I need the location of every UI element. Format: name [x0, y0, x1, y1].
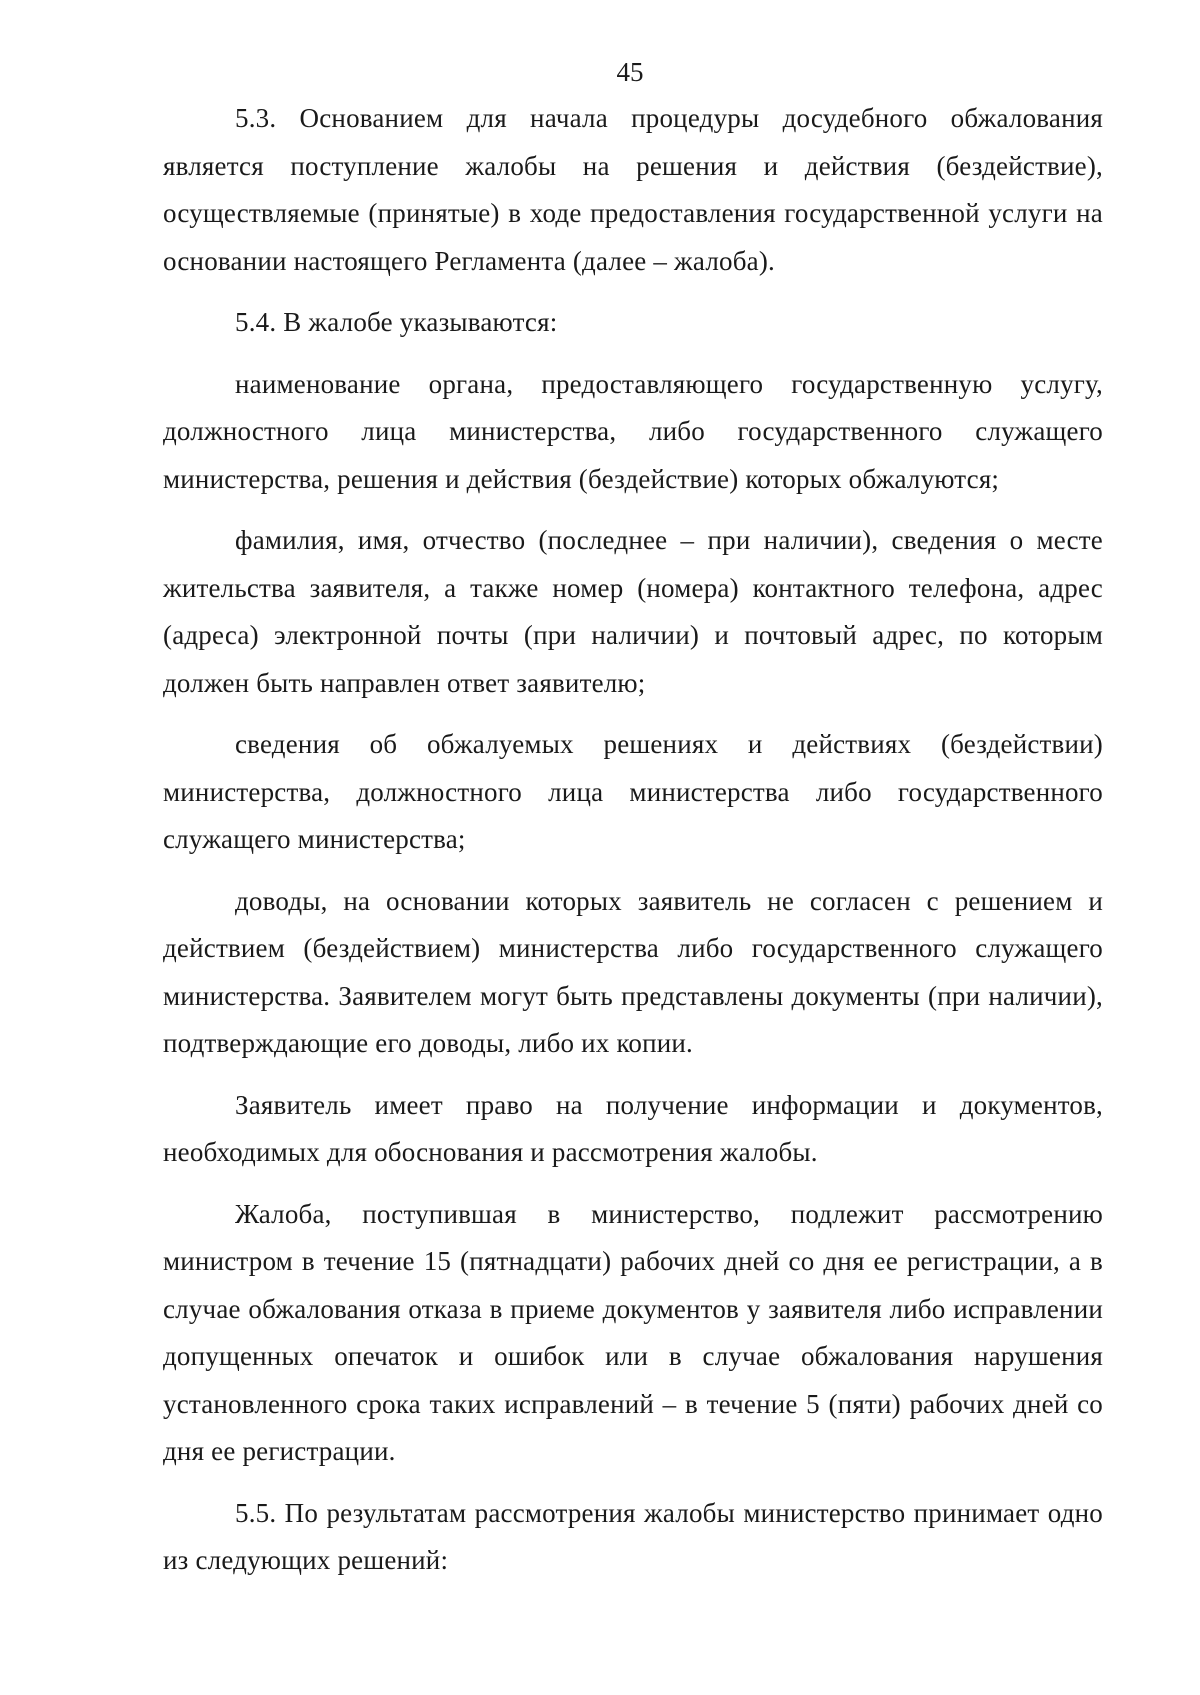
paragraph-5-4-intro: 5.4. В жалобе указываются:: [235, 307, 558, 337]
paragraph-appealed-decisions: сведения об обжалуемых решениях и действиях (бездействии) министерства, должностного лица министерства либо государственного служащего министерства;: [163, 729, 1103, 854]
paragraph-applicant-details: фамилия, имя, отчество (последнее – при наличии), сведения о месте жительства заявителя, а также номер (номера) контактного телефона, адрес (адреса) электронной почты (при наличии) и почтовый адрес, по которым должен быть направлен ответ заявителю;: [163, 525, 1103, 698]
document-body: [163, 95, 1103, 1599]
paragraph-authority-name: наименование органа, предоставляющего государственную услугу, должностного лица министерства, либо государственного служащего министерства, решения и действия (бездействие) которых обжалуются;: [163, 368, 1103, 494]
paragraph-5-3: 5.3. Основанием для начала процедуры досудебного обжалования является поступление жалобы на решения и действия (бездействие), осуществляемые (принятые) в ходе предоставления государственной услуги на основании настоящего Регламента (далее – жалоба).: [163, 103, 1103, 276]
paragraph-review-period: Жалоба, поступившая в министерство, подлежит рассмотрению министром в течение 15 (пятнадцати) рабочих дней со дня ее регистрации, а в случае обжалования отказа в приеме документов у заявителя либо исправлении допущенных опечаток и ошибок или в случае обжалования нарушения установленного срока таких исправлений – в течение 5 (пяти) рабочих дней со дня ее регистрации.: [163, 1198, 1103, 1466]
paragraph-right-to-information: Заявитель имеет право на получение информации и документов, необходимых для обоснования и рассмотрения жалобы.: [163, 1089, 1103, 1167]
page-number: 45: [616, 57, 644, 87]
paragraph-5-5: 5.5. По результатам рассмотрения жалобы министерство принимает одно из следующих решений:: [163, 1497, 1103, 1575]
paragraph-arguments: доводы, на основании которых заявитель не согласен с решением и действием (бездействием) министерства либо государственного служащего министерства. Заявителем могут быть представлены документы (при наличии), подтверждающие его доводы, либо их копии.: [163, 885, 1103, 1058]
